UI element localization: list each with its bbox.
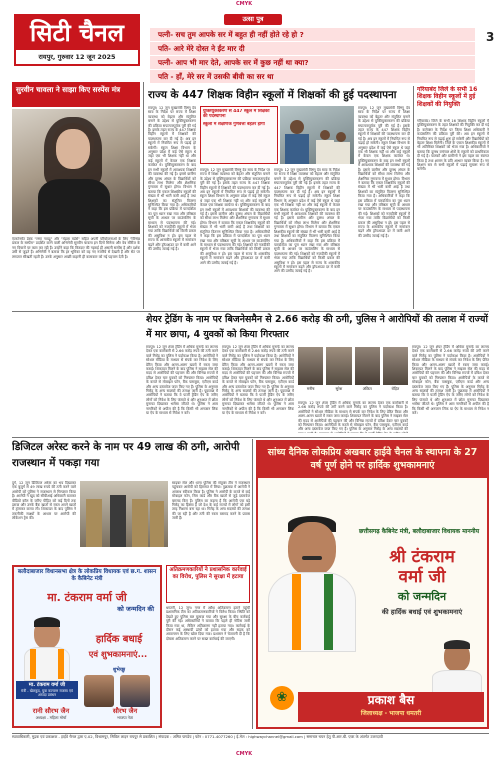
greeter2-title: भाजपा नेता: [116, 715, 134, 720]
digital-body-right: साइबर सेल और थाना पुलिस की संयुक्त टीम ने राजस्थान पहुंचकर आरोपी को हिरासत में लिया। पूछताछ में आरोपी ने अपराध स्वीकार किया है। पुलिस ने आरोपी के कब्जे से कई मोबाइल फोन, सिम कार्ड और बैंक खातों से जुड़े दस्तावेज बरामद किए हैं। पुलिस का कहना है कि आरोपी एक बड़े गिरोह का हिस्सा है जो देश के कई राज्यों में लोगों को इसी तरह निशाना बना रहा था। गिरोह के अन्य सदस्यों की तलाश की जा रही है और ठगी की रकम बरामद करने के प्रयास जारी हैं।: [172, 481, 250, 521]
small-headline: अतिक्रमणकारियों ने प्रशासनिक कार्रवाई का विरोध, पुलिस ने सुरक्षा में हटाया: [166, 565, 250, 603]
ad-right-birthday: को जन्मदिन: [397, 590, 447, 603]
fraud-body-col2: रायपुर। 12 जून शेयर ट्रेडिंग में अधिक मुनाफे का लालच देकर एक कारोबारी से 2.66 करोड़ रुपये की ठगी करने वाले गिरोह का पुलिस ने पर्दाफाश किया है। आरोपियों ने सोशल मीडिया के माध्यम से संपर्क कर निवेश के लिए प्रेरित किया और अलग-अलग खातों में रकम जमा कराई। शिकायत मिलने के बाद पुलिस ने साइबर सेल की मदद से आरोपियों की पहचान की और विभिन्न राज्यों में दबिश देकर चार युवकों को गिरफ्तार किया। आरोपियों के कब्जे से मोबाइल फोन, बैंक पासबुक, एटीएम कार्ड और अन्य दस्तावेज जब्त किए गए हैं। पुलिस के अनुसार गिरोह के अन्य सदस्यों की तलाश जारी है। पूछताछ में आरोपियों ने बताया कि वे फर्जी ट्रेडिंग ऐप के जरिए लोगों को निवेश के लिए फंसाते थे और शुरुआत में छोटा मुनाफा दिखाकर भरोसा जीतते थे। पुलिस ने आम नागरिकों से अपील की है कि किसी भी अनजान लिंक या ऐप के माध्यम से निवेश न करें।: [222, 345, 294, 416]
highlights-box: [200, 106, 278, 164]
cmyk-mark-top: CMYK: [236, 1, 253, 7]
greeter1-title: अध्यक्षा - महिला मोर्चा: [35, 715, 67, 720]
ad-left-header: बलौदाबाजार विधानसभा क्षेत्र के लोकप्रिय विधायक एवं छ.ग. शासन के कैबिनेट मंत्री: [17, 569, 157, 582]
side-story: [417, 86, 489, 308]
police-photo: [80, 481, 168, 547]
masthead-dateline: रायपुर, गुरुवार 12 जून 2025: [16, 50, 138, 64]
ad-left-name: मा. टंकराम वर्मा जी: [47, 591, 127, 604]
greeter2-name: सौरभ जैन: [112, 707, 138, 715]
ad-left-person-caption: मा. टंकराम वर्मा जी: [28, 682, 66, 688]
student-figure: [333, 142, 350, 164]
suspect-photo: [298, 347, 323, 385]
ad-right-name-1: श्री टंकराम: [389, 547, 455, 567]
saffron-scarf: [30, 649, 36, 679]
section-divider: [12, 437, 489, 438]
actress-photo: [12, 109, 140, 234]
highlight-item: स्कूलों में शैक्षणिक गुणवत्ता बेहतर होगी: [203, 121, 265, 127]
main-body-col4: रायपुर। 12 जून मुख्यमंत्री विष्णु देव साय के निर्देश पर राज्य में शिक्षा व्यवस्था को बेहतर और संतुलित बनाने के उद्देश्य से युक्तियुक्तकरण की प्रक्रिया सफलतापूर्वक पूरी की गई है। इसके तहत राज्य के 447 शिक्षक विहीन स्कूलों में शिक्षकों की पदस्थापना कर दी गई है। अब इन स्कूलों में नियमित रूप से पढ़ाई हो सकेगी। स्कूल शिक्षा विभाग के अनुसार प्रदेश में कई ऐसे स्कूल थे जहां एक भी शिक्षक नहीं था और कई स्कूलों में केवल एक शिक्षक कार्यरत थे। युक्तियुक्तकरण के बाद इन सभी स्कूलों में आवश्यक शिक्षकों की व्यवस्था की गई है। इससे ग्रामीण और दूरस्थ अंचल के विद्यार्थियों को सीधा लाभ मिलेगा और शैक्षणिक गुणवत्ता में सुधार होगा। विभाग ने बताया कि एकल शिक्षकीय स्कूलों की संख्या में भी भारी कमी आई है तथा शिक्षकों का संतुलित वितरण सुनिश्चित किया गया है। अधिकारियों ने कहा कि इस प्रक्रिया में पारदर्शिता का पूरा ध्यान रखा गया और वरिष्ठता सूची के आधार पर काउंसलिंग के माध्यम से पदस्थापना की गई। शिक्षकों को नजदीकी स्कूलों में भेजा गया ताकि विद्यार्थियों को किसी प्रकार की असुविधा न हो। इस पहल से राज्य के शासकीय स्कूलों में नामांकन बढ़ने और ड्रॉपआउट दर में कमी आने की उम्मीद जताई गई है।: [358, 106, 410, 238]
portrait-scarf: [292, 574, 301, 650]
page-number: 3: [486, 30, 495, 44]
main-headline: राज्य के 447 शिक्षक विहीन स्कूलों में शिक्षकों की हुई पदस्थापना: [148, 89, 397, 101]
ticker-line: पति - हाँ, मेरे सर में उसकी बीवी का सर था: [150, 70, 475, 83]
student-figure: [320, 130, 330, 140]
bjp-logo-icon: ❀: [270, 686, 294, 710]
section-tag: उत्सा पुत्र: [224, 14, 282, 25]
section-divider: [12, 311, 489, 312]
portrait-scarf: [324, 574, 333, 650]
ad-left-person-sub: मंत्री - खेलकूद, युवा कल्याण राजस्व एवं आपदा प्रबंधन: [21, 688, 73, 698]
student-figure: [336, 132, 346, 142]
ticker-line: पति- आरे मेरे दोस्त ने ईंट मार दी: [150, 42, 475, 55]
suspect-name: सुरेश: [335, 386, 343, 391]
joke-ticker: [150, 28, 475, 86]
suspect-name: मनीष: [306, 386, 315, 391]
column-divider: [413, 86, 414, 309]
masthead-title: सिटी चैनल: [30, 18, 124, 47]
ad-right-header: सांध्य दैनिक लोकप्रिय अखबार हाईवे चैनल के स्थापना के 27 वर्ष पूर्ण होने पर हार्दिक शुभकामनाएं: [258, 442, 487, 478]
anniversary-ad: [256, 440, 489, 729]
ticker-line: पत्नी- आप भी मार देते, आपके सर में कुछ नहीं था क्या?: [150, 56, 475, 69]
suspect-card: [298, 347, 323, 397]
suspect-card: [383, 347, 408, 397]
fraud-story: [146, 345, 489, 435]
small-story: [166, 565, 250, 728]
ad-right-greeter-name: प्रकाश बैस: [367, 693, 415, 707]
ad-right-greeter-photo: [428, 638, 484, 694]
ad-left-greeter1: [16, 707, 86, 720]
fraud-headline: शेयर ट्रेडिंग के नाम पर बिजनेसमैन से 2.66 करोड़ की ठगी, पुलिस ने आरोपियों की तलाश में राज्यों में मार छापा, 4 युवकों को किया गिरफ्तार: [146, 314, 488, 340]
actress-body: [38, 179, 110, 234]
entertainment-body: एंटरटेनमेंट डेस्क "राणा नायडू" और "मंडला मर्डर्स" सहित अपनी परियोजनाओं के लिए "विभिन्न प्रकार के सस्पेंस" प्रदर्शित करने वाली अभिनेत्री सुरवीन चावला इन दिनों सिनेमा और वेब सीरीज के नए विचारों पर काम कर रही हैं। उन्होंने कहा कि किरदार की गहराई ही असली सस्पेंस है और दर्शक उसी से जुड़ते हैं। अभिनेत्री ने बताया कि हर भूमिका को वह नए नजरिये से देखती हैं और सेट पर लगातार सीखती रहती हैं। उनके अनुसार अच्छी कहानी ही कलाकार को नई पहचान देती है।: [12, 237, 140, 259]
accused-figure: [110, 495, 126, 547]
ad-right-minister-photo: [264, 512, 360, 652]
cmyk-mark-bottom: CMYK: [236, 751, 253, 757]
entertainment-headline: सुरवीन चावला ने साझा किए सस्पेंस मंत्र: [12, 82, 140, 107]
fraud-body-col1: रायपुर। 12 जून शेयर ट्रेडिंग में अधिक मुनाफे का लालच देकर एक कारोबारी से 2.66 करोड़ रुपये की ठगी करने वाले गिरोह का पुलिस ने पर्दाफाश किया है। आरोपियों ने सोशल मीडिया के माध्यम से संपर्क कर निवेश के लिए प्रेरित किया और अलग-अलग खातों में रकम जमा कराई। शिकायत मिलने के बाद पुलिस ने साइबर सेल की मदद से आरोपियों की पहचान की और विभिन्न राज्यों में दबिश देकर चार युवकों को गिरफ्तार किया। आरोपियों के कब्जे से मोबाइल फोन, बैंक पासबुक, एटीएम कार्ड और अन्य दस्तावेज जब्त किए गए हैं। पुलिस के अनुसार गिरोह के अन्य सदस्यों की तलाश जारी है। पूछताछ में आरोपियों ने बताया कि वे फर्जी ट्रेडिंग ऐप के जरिए लोगों को निवेश के लिए फंसाते थे और शुरुआत में छोटा मुनाफा दिखाकर भरोसा जीतते थे। पुलिस ने आम नागरिकों से अपील की है कि किसी भी अनजान लिंक या ऐप के माध्यम से निवेश न करें।: [146, 345, 218, 416]
suspect-photo: [326, 347, 351, 385]
ad-right-name-2: वर्मा जी: [398, 567, 446, 587]
side-headline: गरियाबंद जिले के सभी 16 शिक्षक विहीन स्कूलों में हुई शिक्षकों की नियुक्ति: [417, 86, 478, 108]
digital-headline: डिजिटल अरेस्ट करने के नाम पर 49 लाख की ठगी, आरोपी राजस्थान में पकड़ा गया: [12, 441, 240, 469]
digital-story: [12, 481, 250, 563]
greeter1-name: रानी सौरभ जैन: [32, 707, 70, 715]
main-story: [148, 106, 410, 308]
student-figure: [316, 140, 334, 164]
teacher-figure: [285, 134, 309, 164]
teacher-photo: [280, 106, 354, 164]
side-body: गरियाबंद। जिले के सभी 16 शिक्षक विहीन स्कूलों में युक्तियुक्तकरण के तहत शिक्षकों की नियुक्ति कर दी गई है। कलेक्टर के निर्देश पर जिला शिक्षा अधिकारी ने काउंसलिंग की प्रक्रिया पूरी की। अब इन स्कूलों में नियमित रूप से पढ़ाई शुरू हो सकेगी और विद्यार्थियों को बेहतर शिक्षा मिलेगी। जिले के एकल शिक्षकीय स्कूलों में भी अतिरिक्त शिक्षकों को भेजा गया है। अधिकारियों ने बताया कि दूरस्थ वनांचल क्षेत्रों के स्कूलों को प्राथमिकता दी गई है। पालकों और ग्रामीणों ने इस पहल का स्वागत किया है तथा शासन के प्रति आभार व्यक्त किया है। नए शिक्षण सत्र से सभी स्कूलों में पढ़ाई सुचारू रूप से चलेगी।: [417, 119, 489, 172]
fraud-body-col3: रायपुर। 12 जून शेयर ट्रेडिंग में अधिक मुनाफे का लालच देकर एक कारोबारी से 2.66 करोड़ रुपये की ठगी करने वाले गिरोह का पुलिस ने पर्दाफाश किया है। आरोपियों ने सोशल मीडिया के माध्यम से संपर्क कर निवेश के लिए प्रेरित किया और अलग-अलग खातों में रकम जमा कराई। शिकायत मिलने के बाद पुलिस ने साइबर सेल की मदद से आरोपियों की पहचान की और विभिन्न राज्यों में दबिश देकर चार युवकों को गिरफ्तार किया। आरोपियों के कब्जे से मोबाइल फोन, बैंक पासबुक, एटीएम कार्ड और अन्य दस्तावेज जब्त किए गए हैं। पुलिस के अनुसार गिरोह के अन्य सदस्यों की: [298, 401, 408, 432]
fraud-body-col4: रायपुर। 12 जून शेयर ट्रेडिंग में अधिक मुनाफे का लालच देकर एक कारोबारी से 2.66 करोड़ रुपये की ठगी करने वाले गिरोह का पुलिस ने पर्दाफाश किया है। आरोपियों ने सोशल मीडिया के माध्यम से संपर्क कर निवेश के लिए प्रेरित किया और अलग-अलग खातों में रकम जमा कराई। शिकायत मिलने के बाद पुलिस ने साइबर सेल की मदद से आरोपियों की पहचान की और विभिन्न राज्यों में दबिश देकर चार युवकों को गिरफ्तार किया। आरोपियों के कब्जे से मोबाइल फोन, बैंक पासबुक, एटीएम कार्ड और अन्य दस्तावेज जब्त किए गए हैं। पुलिस के अनुसार गिरोह के अन्य सदस्यों की तलाश जारी है। पूछताछ में आरोपियों ने बताया कि वे फर्जी ट्रेडिंग ऐप के जरिए लोगों को निवेश के लिए फंसाते थे और शुरुआत में छोटा मुनाफा दिखाकर भरोसा जीतते थे। पुलिस ने आम नागरिकों से अपील की है कि किसी भी अनजान लिंक या ऐप के माध्यम से निवेश न करें।: [412, 345, 489, 416]
greeter-body: [432, 670, 482, 694]
officer-figure: [150, 501, 164, 547]
officer-figure: [86, 499, 102, 547]
ad-right-intro: छत्तीसगढ़ कैबिनेट मंत्री, बलौदाबाजार विधायक माननीय: [358, 528, 480, 535]
masthead-box: [14, 14, 140, 66]
suspect-card: [355, 347, 380, 397]
ad-left-subtitle: को जन्मदिन की: [117, 605, 154, 613]
portrait-face: [288, 522, 336, 576]
birthday-ad-left: [12, 565, 162, 728]
ad-left-greeter-tag: शुभेच्छु: [112, 667, 126, 673]
suspect-card: [326, 347, 351, 397]
suspect-photos: [298, 347, 408, 397]
entertainment-story: [12, 82, 140, 312]
actress-face: [56, 129, 90, 169]
suspect-name: रोहित: [391, 386, 400, 391]
officer-figure: [132, 499, 148, 547]
teacher-figure: [290, 120, 304, 134]
ad-left-greeter2: [90, 707, 160, 720]
main-body-col1: रायपुर। 12 जून मुख्यमंत्री विष्णु देव साय के निर्देश पर राज्य में शिक्षा व्यवस्था को बेहतर और संतुलित बनाने के उद्देश्य से युक्तियुक्तकरण की प्रक्रिया सफलतापूर्वक पूरी की गई है। इसके तहत राज्य के 447 शिक्षक विहीन स्कूलों में शिक्षकों की पदस्थापना कर दी गई है। अब इन स्कूलों में नियमित रूप से पढ़ाई हो सकेगी। स्कूल शिक्षा विभाग के अनुसार प्रदेश में कई ऐसे स्कूल थे जहां एक भी शिक्षक नहीं था और कई स्कूलों में केवल एक शिक्षक कार्यरत थे। युक्तियुक्तकरण के बाद इन सभी स्कूलों में आवश्यक शिक्षकों की व्यवस्था की गई है। इससे ग्रामीण और दूरस्थ अंचल के विद्यार्थियों को सीधा लाभ मिलेगा और शैक्षणिक गुणवत्ता में सुधार होगा। विभाग ने बताया कि एकल शिक्षकीय स्कूलों की संख्या में भी भारी कमी आई है तथा शिक्षकों का संतुलित वितरण सुनिश्चित किया गया है। अधिकारियों ने कहा कि इस प्रक्रिया में पारदर्शिता का पूरा ध्यान रखा गया और वरिष्ठता सूची के आधार पर काउंसलिंग के माध्यम से पदस्थापना की गई। शिक्षकों को नजदीकी स्कूलों में भेजा गया ताकि विद्यार्थियों को किसी प्रकार की असुविधा न हो। इस पहल से राज्य के शासकीय स्कूलों में नामांकन बढ़ने और ड्रॉपआउट दर में कमी आने की उम्मीद जताई गई है।: [148, 106, 196, 251]
suspect-name: अंकित: [362, 386, 372, 391]
minister-photo: [18, 617, 74, 681]
ad-right-wishes: की हार्दिक बधाई एवं शुभकामनाएं: [381, 608, 463, 616]
ad-right-greeter-band: [298, 692, 484, 722]
greeter-photo: [120, 675, 150, 707]
small-body: धमतरी, 12 जून। नगर में अवैध अतिक्रमण हटाने पहुंची प्रशासनिक टीम का अतिक्रमणकारियों ने विरोध किया। स्थिति को देखते हुए पुलिस बल बुलाया गया और सुरक्षा के बीच कार्रवाई पूरी की गई। अधिकारियों ने बताया कि पहले ही नोटिस जारी किया गया था, लेकिन अतिक्रमण नहीं हटाया गया। कार्रवाई के दौरान कई अस्थायी ढांचों को हटाया गया और सड़क को आवागमन के लिए खोल दिया गया। प्रशासन ने चेतावनी दी है कि दोबारा अतिक्रमण करने पर सख्त कार्रवाई की जाएगी।: [166, 606, 250, 641]
ad-right-greeter-title: जिलाध्यक्ष - भाजपा धमतरी: [360, 710, 422, 717]
saffron-scarf: [58, 649, 64, 679]
portrait-mustache: [302, 556, 322, 560]
ad-left-wish2: एवं शुभकामनाएं...: [88, 649, 148, 659]
suspect-photo: [355, 347, 380, 385]
minister-hair: [34, 617, 60, 627]
greeter-photo: [84, 675, 114, 707]
highlight-item: युक्तियुक्तकरण से 447 स्कूल में शिक्षकों की पदस्थापना: [203, 109, 270, 120]
main-body-col2: रायपुर। 12 जून मुख्यमंत्री विष्णु देव साय के निर्देश पर राज्य में शिक्षा व्यवस्था को बेहतर और संतुलित बनाने के उद्देश्य से युक्तियुक्तकरण की प्रक्रिया सफलतापूर्वक पूरी की गई है। इसके तहत राज्य के 447 शिक्षक विहीन स्कूलों में शिक्षकों की पदस्थापना कर दी गई है। अब इन स्कूलों में नियमित रूप से पढ़ाई हो सकेगी। स्कूल शिक्षा विभाग के अनुसार प्रदेश में कई ऐसे स्कूल थे जहां एक भी शिक्षक नहीं था और कई स्कूलों में केवल एक शिक्षक कार्यरत थे। युक्तियुक्तकरण के बाद इन सभी स्कूलों में आवश्यक शिक्षकों की व्यवस्था की गई है। इससे ग्रामीण और दूरस्थ अंचल के विद्यार्थियों को सीधा लाभ मिलेगा और शैक्षणिक गुणवत्ता में सुधार होगा। विभाग ने बताया कि एकल शिक्षकीय स्कूलों की संख्या में भी भारी कमी आई है तथा शिक्षकों का संतुलित वितरण सुनिश्चित किया गया है। अधिकारियों ने कहा कि इस प्रक्रिया में पारदर्शिता का पूरा ध्यान रखा गया और वरिष्ठता सूची के आधार पर काउंसलिंग के माध्यम से पदस्थापना की गई। शिक्षकों को नजदीकी स्कूलों में भेजा गया ताकि विद्यार्थियों को किसी प्रकार की असुविधा न हो। इस पहल से राज्य के शासकीय स्कूलों में नामांकन बढ़ने और ड्रॉपआउट दर में कमी आने की उम्मीद जताई गई है।: [200, 168, 270, 265]
suspect-photo: [383, 347, 408, 385]
ticker-line: पत्नी- सच तुम आपके सर में बहुत ही नहीं होते रहे हो ?: [150, 28, 475, 41]
greeter-hair: [444, 640, 470, 649]
column-divider: [252, 439, 253, 729]
ad-left-wish1: हार्दिक बधाई: [95, 634, 143, 645]
portrait-body: [268, 572, 356, 652]
main-body-col3: रायपुर। 12 जून मुख्यमंत्री विष्णु देव साय के निर्देश पर राज्य में शिक्षा व्यवस्था को बेहतर और संतुलित बनाने के उद्देश्य से युक्तियुक्तकरण की प्रक्रिया सफलतापूर्वक पूरी की गई है। इसके तहत राज्य के 447 शिक्षक विहीन स्कूलों में शिक्षकों की पदस्थापना कर दी गई है। अब इन स्कूलों में नियमित रूप से पढ़ाई हो सकेगी। स्कूल शिक्षा विभाग के अनुसार प्रदेश में कई ऐसे स्कूल थे जहां एक भी शिक्षक नहीं था और कई स्कूलों में केवल एक शिक्षक कार्यरत थे। युक्तियुक्तकरण के बाद इन सभी स्कूलों में आवश्यक शिक्षकों की व्यवस्था की गई है। इससे ग्रामीण और दूरस्थ अंचल के विद्यार्थियों को सीधा लाभ मिलेगा और शैक्षणिक गुणवत्ता में सुधार होगा। विभाग ने बताया कि एकल शिक्षकीय स्कूलों की संख्या में भी भारी कमी आई है तथा शिक्षकों का संतुलित वितरण सुनिश्चित किया गया है। अधिकारियों ने कहा कि इस प्रक्रिया में पारदर्शिता का पूरा ध्यान रखा गया और वरिष्ठता सूची के आधार पर काउंसलिंग के माध्यम से पदस्थापना की गई। शिक्षकों को नजदीकी स्कूलों में भेजा गया ताकि विद्यार्थियों को किसी प्रकार की असुविधा न हो। इस पहल से राज्य के शासकीय स्कूलों में नामांकन बढ़ने और ड्रॉपआउट दर में कमी आने की उम्मीद जताई गई है।: [274, 168, 340, 274]
column-divider: [143, 82, 144, 309]
digital-body-left: दुर्ग, 12 जून डिजिटल अरेस्ट का भय दिखाकर एक बुजुर्ग से 49 लाख रुपये की ठगी करने वाले आरोपी को पुलिस ने राजस्थान से गिरफ्तार किया है। आरोपी ने खुद को सीबीआई अधिकारी बताकर वीडियो कॉल के जरिए पीड़ित को कई दिनों तक डराया और उनके बैंक खातों से रकम अपने खातों में ट्रांसफर करवा ली। शिकायत के बाद पुलिस ने तकनीकी साक्ष्यों के आधार पर आरोपी की लोकेशन ट्रेस की।: [12, 481, 76, 521]
ad-left-caption: [16, 681, 78, 699]
footer-imprint: स्वत्वाधिकारी, मुद्रक एवं प्रकाशक - हाईवे चैनल द्वारा ए-02, विश्रामपुर, सिविल लाइन रायपुर से प्रकाशित | संपादक : अमित पाण्डेय | फोन : 0771-4077260 | ई-मेल : highwaychannel@gmail.com | समाचार चयन हेतु पी.आर.बी. एक्ट के अंतर्गत उत्तरदायी: [12, 733, 489, 747]
